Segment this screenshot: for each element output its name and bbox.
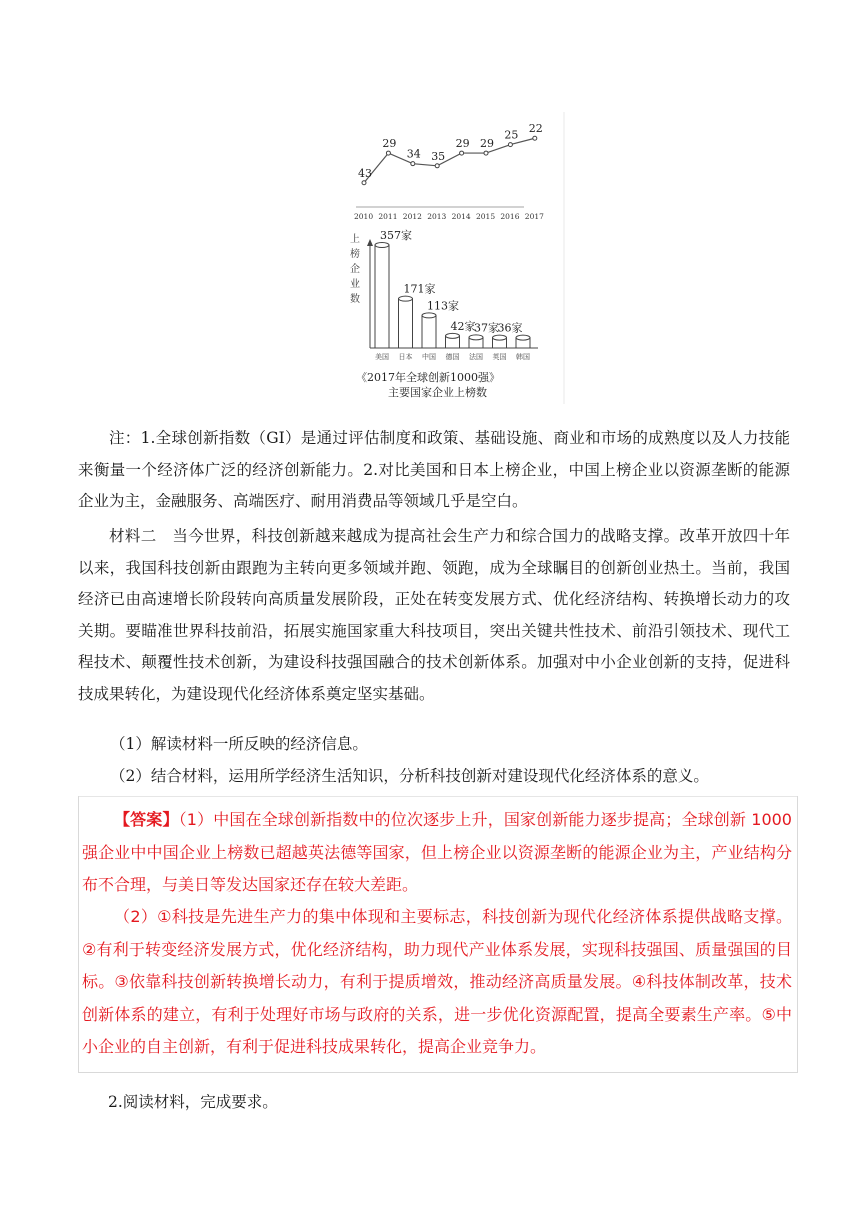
bar-top-cap <box>493 335 507 340</box>
answer-part-2: （2）①科技是先进生产力的集中体现和主要标志，科技创新为现代化经济体系提供战略支撑。②有利于转变经济发展方式，优化经济结构，助力现代产业体系发展，实现科技强国、质量强国的目标。③依靠科技创新转换增长动力，有利于提质增效，推动经济高质量发展。④科技体制改革，技术创新体系的建立，有利于处理好市场与政府的关系，进一步优化资源配置，提高全要素生产率。⑤中小企业的自主创新，有利于促进科技成果转化，提高企业竞争力。 <box>82 907 792 1056</box>
year-tick-label: 2011 <box>378 212 398 221</box>
bar-title-line1: 《2017年全球创新1000强》 <box>356 371 500 384</box>
rank-label: 29 <box>455 137 470 151</box>
bar-top-cap <box>516 335 530 340</box>
year-tick-label: 2014 <box>451 212 471 221</box>
bar-value-label: 171家 <box>403 282 436 296</box>
bar-y-axis-arrow <box>367 239 373 246</box>
rank-label: 34 <box>406 147 421 161</box>
figure-svg <box>342 112 566 404</box>
question-2: （2）结合材料，运用所学经济生活知识，分析科技创新对建设现代化经济体系的意义。 <box>110 767 709 785</box>
bar-top-cap <box>446 333 460 338</box>
year-tick-label: 2012 <box>402 212 422 221</box>
rank-label: 29 <box>382 137 397 151</box>
bar-value-label: 42家 <box>450 319 476 333</box>
rank-label: 22 <box>528 122 543 136</box>
country-label: 日本 <box>398 353 413 361</box>
figure-panel <box>342 112 566 404</box>
bar-top-cap <box>375 243 389 248</box>
bar-top-cap <box>422 313 436 318</box>
country-label: 美国 <box>375 353 389 361</box>
bar-chart <box>367 228 538 361</box>
bar <box>375 245 389 348</box>
year-tick-label: 2017 <box>524 212 544 221</box>
bar-ylabel-4: 业 <box>350 279 360 290</box>
answer-label: 【答案】 <box>114 810 179 829</box>
country-label: 韩国 <box>516 353 530 361</box>
bar-ylabel-1: 上 <box>350 234 360 245</box>
rank-label: 43 <box>358 166 372 180</box>
bar-value-label: 357家 <box>380 229 412 243</box>
bar-ylabel-5: 数 <box>350 294 360 305</box>
answer-part-1 <box>82 804 792 902</box>
year-tick-label: 2010 <box>354 212 374 221</box>
rank-label: 29 <box>480 137 494 151</box>
bar-value-label: 37家 <box>474 321 499 335</box>
rank-point <box>411 162 415 166</box>
bar <box>422 315 436 348</box>
rank-point <box>460 151 464 155</box>
bar-top-cap <box>399 296 413 301</box>
year-tick-label: 2015 <box>476 212 496 221</box>
rank-point <box>386 151 390 155</box>
bar-top-cap <box>469 335 483 340</box>
rank-point <box>484 151 488 155</box>
rank-point <box>435 164 439 168</box>
rank-point <box>508 143 512 147</box>
answer-1-text: （1）中国在全球创新指数中的位次逐步上升，国家创新能力逐步提高；全球创新 1000 强企业中中国企业上榜数已超越英法德等国家，但上榜企业以资源垄断的能源企业为主，产业结构分布不合理，与美日等发达国家还存在较大差距。 <box>82 810 792 894</box>
country-label: 法国 <box>469 353 483 361</box>
country-label: 中国 <box>422 353 436 361</box>
rank-point <box>362 181 366 185</box>
rank-point <box>533 136 537 140</box>
next-question: 2.阅读材料，完成要求。 <box>108 1093 278 1111</box>
bar-ylabel-2: 榜 <box>350 249 360 260</box>
year-tick-label: 2013 <box>427 212 447 221</box>
year-tick-label: 2016 <box>500 212 520 221</box>
bar-value-label: 36家 <box>497 321 523 335</box>
line-chart <box>354 122 544 221</box>
rank-label: 35 <box>431 149 446 163</box>
country-label: 德国 <box>445 353 460 361</box>
country-label: 英国 <box>492 353 507 361</box>
bar-ylabel-3: 企 <box>350 264 360 275</box>
bar <box>399 299 413 348</box>
question-1: （1）解读材料一所反映的经济信息。 <box>110 735 368 753</box>
material-two-paragraph: 材料二 当今世界，科技创新越来越成为提高社会生产力和综合国力的战略支撑。改革开放四十年以来，我国科技创新由跟跑为主转向更多领域并跑、领跑，成为全球瞩目的创新创业热土。当前，我国经济已由高速增长阶段转向高质量发展阶段，正处在转变发展方式、优化经济结构、转换增长动力的攻关期。要瞄准世界科技前沿，拓展实施国家重大科技项目，突出关键共性技术、前沿引领技术、现代工程技术、颠覆性技术创新，为建设科技强国融合的技术创新体系。加强对中小企业创新的支持，促进科技成果转化，为建设现代化经济体系奠定坚实基础。 <box>78 527 790 703</box>
bar-title-line2: 主要国家企业上榜数 <box>388 386 487 399</box>
note-paragraph: 注：1.全球创新指数（GI）是通过评估制度和政策、基础设施、商业和市场的成熟度以及人力技能来衡量一个经济体广泛的经济创新能力。2.对比美国和日本上榜企业，中国上榜企业以资源垄断的能源企业为主，金融服务、高端医疗、耐用消费品等领域几乎是空白。 <box>78 429 790 510</box>
rank-label: 25 <box>504 128 519 142</box>
bar-value-label: 113家 <box>427 299 459 313</box>
